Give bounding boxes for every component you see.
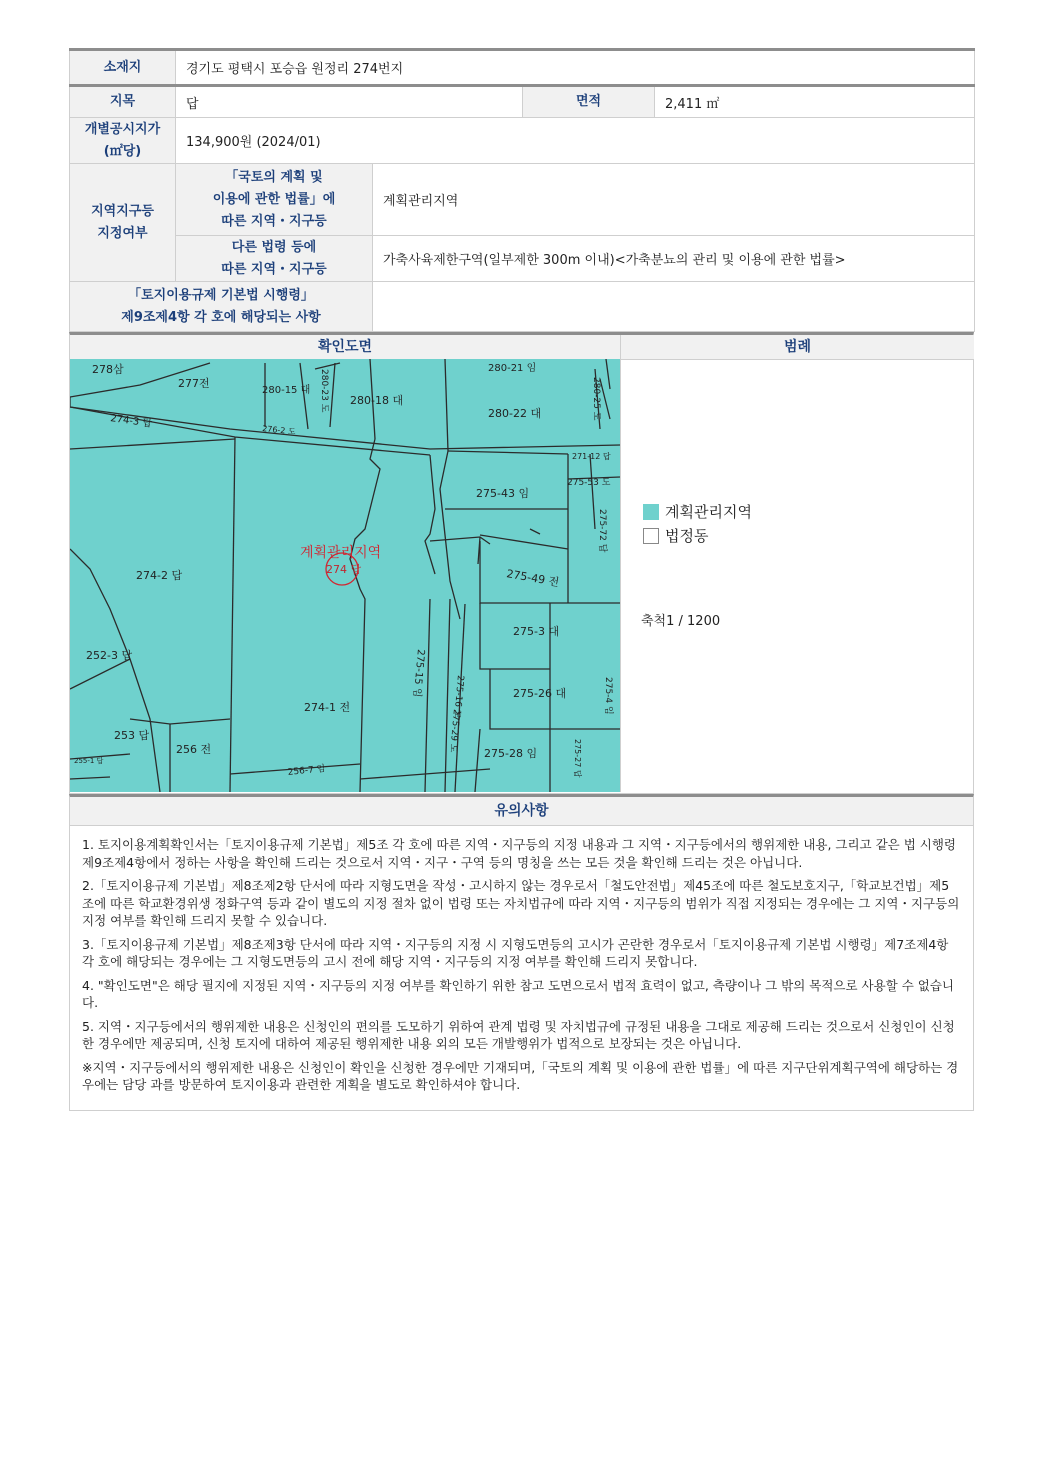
legend-item-dong	[643, 525, 708, 546]
parcel-label: 280-25 도	[591, 377, 601, 421]
map-scale: 축척1 / 1200	[641, 614, 721, 629]
location-label: 소재지	[70, 50, 176, 86]
parcel-map-svg	[70, 359, 620, 792]
parcel-label: 253 답	[114, 729, 150, 742]
parcel-label: 275-72 답	[597, 509, 607, 553]
legend-panel	[620, 335, 974, 792]
notes-header: 유의사항	[70, 797, 973, 826]
parcel-label: 274 답	[326, 563, 362, 576]
parcel-label: 275-4 임	[603, 677, 613, 715]
law2-label	[176, 236, 373, 282]
law2-label-line1: 다른 법령 등에	[231, 239, 317, 255]
legend-label-zone: 계획관리지역	[665, 503, 752, 521]
price-label-line1: 개별공시지가	[84, 121, 161, 137]
parcel-label: 275-29 도	[447, 708, 461, 753]
legend-swatch-zone	[643, 504, 659, 520]
parcel-label: 271-12 답	[572, 452, 611, 461]
notes-section	[69, 794, 974, 1111]
parcel-label: 275-53 도	[567, 478, 611, 488]
parcel-label: 275-28 임	[484, 747, 538, 760]
area-value: 2,411 ㎡	[655, 86, 975, 118]
legend-label-dong: 법정동	[665, 527, 709, 545]
decree-label	[70, 282, 373, 332]
legend-item-zone	[643, 501, 752, 522]
map-section	[69, 332, 974, 794]
law1-label	[176, 164, 373, 236]
zone-map-label: 계획관리지역	[300, 545, 382, 561]
legend-swatch-dong	[643, 528, 659, 544]
note-item: 3.「토지이용규제 기본법」제8조제3항 단서에 따라 지역・지구등의 지정 시 지형도면등의 고시가 곤란한 경우로서「토지이용규제 기본법 시행령」제7조제4항 각 호에 해당되는 경우에는 그 지형도면등의 고시 전에 해당 지역・지구등의 지정 여부를 확인해 드리지 못합니다.	[82, 936, 949, 969]
zone-label	[70, 164, 176, 282]
parcel-label: 275-43 임	[476, 487, 530, 500]
law2-value: 가축사육제한구역(일부제한 300m 이내)<가축분뇨의 관리 및 이용에 관한 법률>	[373, 236, 975, 282]
notes-body	[70, 826, 973, 1110]
parcel-label: 280-15 대	[262, 385, 311, 396]
parcel-label: 256-7 임	[287, 764, 326, 778]
law2-label-line2: 따른 지역・지구등	[221, 261, 327, 277]
law1-label-line1: 「국토의 계획 및	[225, 169, 323, 185]
note-item: 2.「토지이용규제 기본법」제8조제2항 단서에 따라 지형도면을 작성・고시하지 않는 경우로서「철도안전법」제45조에 따른 철도보호지구,「학교보건법」제5조에 따른 학교환경위생 정화구역 등과 같이 별도의 지정 절차 없이 법령 또는 자치법규에 따라 지역・지구등의 범위가 직접 지정되는 경우에는 그 지역・지구등의 지정 여부를 확인해 드리지 못할 수 있습니다.	[82, 878, 960, 928]
parcel-label: 275-16 도	[451, 674, 465, 719]
confirmation-map	[70, 359, 620, 792]
zone-label-line2: 지정여부	[97, 225, 148, 241]
parcel-label: 280-21 임	[488, 363, 537, 374]
parcel-label: 275-15 임	[410, 648, 426, 698]
parcel-label: 277전	[178, 377, 210, 390]
parcel-label: 255-1 답	[74, 757, 104, 765]
decree-value	[373, 282, 975, 332]
parcel-label: 276-2 도	[261, 424, 297, 437]
note-item: 1. 토지이용계획확인서는「토지이용규제 기본법」제5조 각 호에 따른 지역・지구등의 지정 내용과 그 지역・지구등에서의 행위제한 내용, 그리고 같은 법 시행령 제9조제4항에서 정하는 사항을 확인해 드리는 것으로서 지역・지구・구역 등의 명칭을 쓰는 모든 것을 확인해 드리는 것은 아닙니다.	[82, 837, 957, 870]
location-value: 경기도 평택시 포승읍 원정리 274번지	[176, 50, 975, 86]
note-item: 5. 지역・지구등에서의 행위제한 내용은 신청인의 편의를 도모하기 위하여 관계 법령 및 자치법규에 규정된 내용을 그대로 제공해 드리는 것으로서 신청인이 신청한 경우에만 제공되며, 신청 토지에 대하여 제공된 행위제한 내용 외의 모든 개발행위가 법적으로 보장되는 것은 아닙니다.	[82, 1018, 955, 1051]
map-header: 확인도면	[70, 335, 621, 360]
decree-label-line2: 제9조제4항 각 호에 해당되는 사항	[121, 309, 321, 325]
law1-label-line2: 이용에 관한 법률」에	[212, 191, 336, 207]
parcel-label: 252-3 답	[86, 649, 133, 662]
parcel-label: 278삼	[92, 363, 124, 376]
parcel-label: 274-3 답	[109, 413, 153, 430]
parcel-label: 275-26 대	[513, 687, 567, 700]
law1-value: 계획관리지역	[373, 164, 975, 236]
parcel-label: 280-22 대	[488, 407, 542, 420]
land-use-certificate	[69, 48, 974, 1111]
parcel-label: 275-27 답	[573, 739, 582, 778]
parcel-label: 280-23 도	[319, 369, 329, 413]
parcel-label: 275-49 전	[505, 567, 561, 590]
price-value: 134,900원 (2024/01)	[176, 118, 975, 164]
legend-header: 범례	[621, 335, 974, 360]
price-label-line2: (㎡당)	[103, 143, 142, 159]
parcel-label: 280-18 대	[350, 394, 404, 407]
price-label	[70, 118, 176, 164]
area-label: 면적	[523, 86, 655, 118]
parcel-label: 256 전	[176, 743, 212, 756]
jimok-value: 답	[176, 86, 523, 118]
note-item: 4. "확인도면"은 해당 필지에 지정된 지역・지구등의 지정 여부를 확인하기 위한 참고 도면으로서 법적 효력이 없고, 측량이나 그 밖의 목적으로 사용할 수 없습니다.	[82, 977, 954, 1010]
law1-label-line3: 따른 지역・지구등	[221, 213, 327, 229]
parcel-label: 274-1 전	[304, 701, 351, 714]
jimok-label: 지목	[70, 86, 176, 118]
decree-label-line1: 「토지이용규제 기본법 시행령」	[128, 287, 314, 303]
note-item: ※지역・지구등에서의 행위제한 내용은 신청인이 확인을 신청한 경우에만 기재되며,「국토의 계획 및 이용에 관한 법률」에 따른 지구단위계획구역에 해당하는 경우에는 담당 과를 방문하여 토지이용과 관련한 계획을 별도로 확인하셔야 합니다.	[82, 1059, 959, 1092]
zone-label-line1: 지역지구등	[91, 203, 154, 219]
parcel-label: 275-3 대	[513, 625, 560, 638]
parcel-label: 274-2 답	[136, 569, 183, 582]
info-table	[69, 48, 975, 332]
